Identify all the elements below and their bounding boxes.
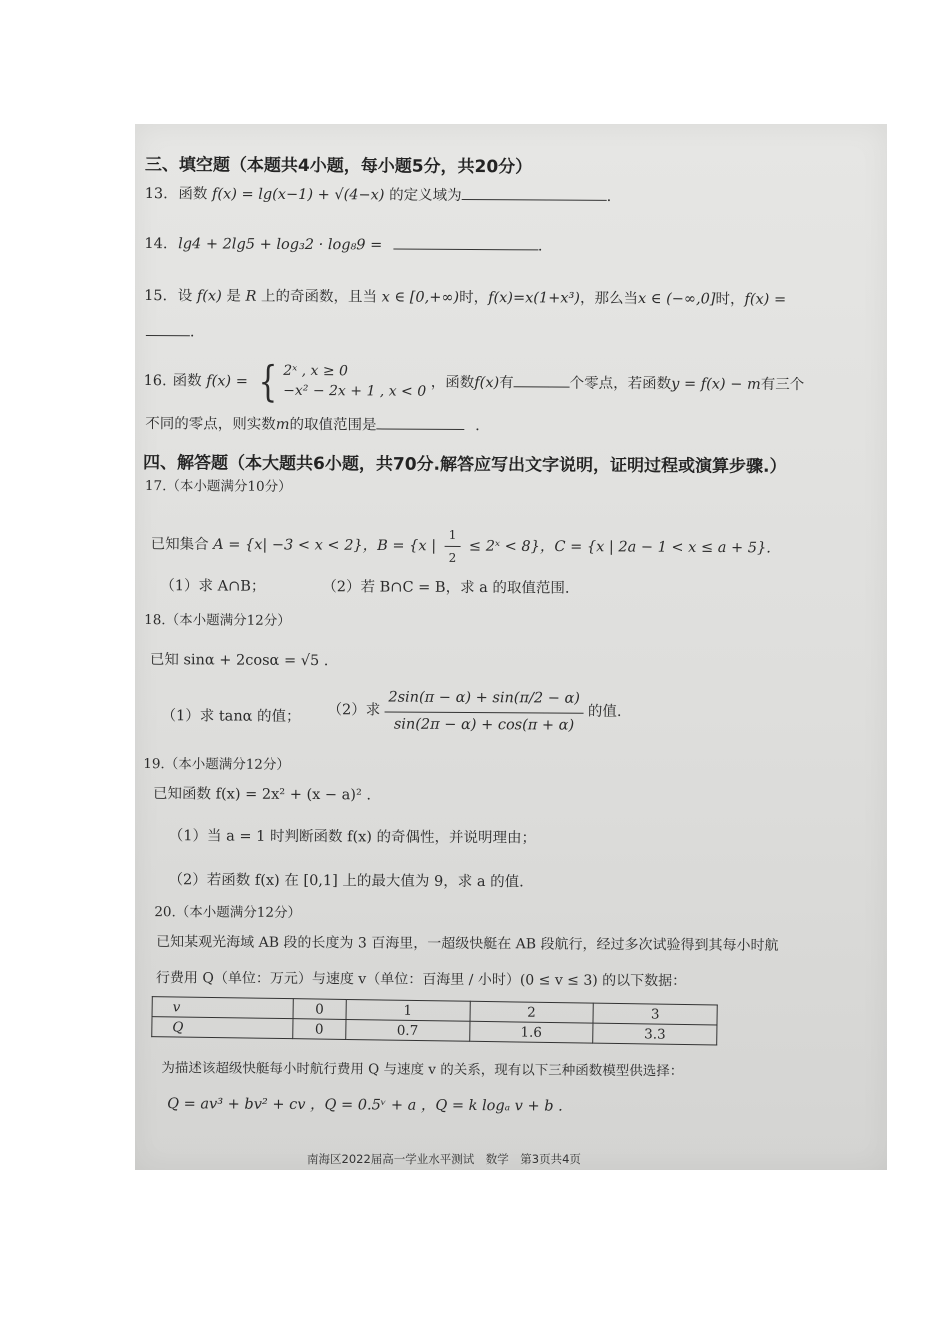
q15-f: f(x): [196, 288, 222, 305]
table-cell: 1.6: [469, 1021, 593, 1043]
q17-pre: 已知集合: [150, 536, 209, 553]
question-16: [143, 356, 805, 406]
q13-number: 13.: [144, 186, 168, 203]
q16-f2: f(x): [474, 375, 500, 392]
q18-denominator: sin(2π − α) + cos(π + α): [393, 716, 575, 734]
q16-blank1: [514, 385, 570, 387]
q15-mid2: 上的奇函数，且当: [260, 288, 378, 306]
section3-title: 三、填空题（本题共4小题，每小题5分，共20分）: [144, 155, 533, 178]
q15-ask: f(x) =: [744, 291, 787, 308]
question-13: [145, 184, 612, 209]
q18-part1: （1）求 tanα 的值；: [161, 708, 301, 725]
q17-given: [150, 524, 770, 569]
table-cell: 0.7: [345, 1019, 469, 1041]
q14-answer-blank: [393, 248, 538, 251]
q17-set-B-pre: ，B = {x |: [362, 537, 437, 555]
q14-number: 14.: [144, 236, 168, 253]
table-cell: 0: [293, 1019, 346, 1040]
q13-post: 的定义域为: [389, 187, 462, 204]
q20-data-table: [151, 996, 718, 1045]
q15-pre: 设: [177, 288, 193, 305]
q19-given: 已知函数 f(x) = 2x² + (x − a)² .: [153, 786, 372, 804]
q16-cases: [283, 362, 426, 402]
exam-photo: [135, 124, 887, 1170]
q19-header: 19.（本小题满分12分）: [143, 756, 290, 773]
q16-pre: 函数: [172, 373, 202, 390]
q17-part1: （1）求 A∩B；: [160, 578, 266, 595]
q15-mid1: 是: [226, 288, 241, 305]
q20-line2: 行费用 Q（单位：万元）与速度 v（单位：百海里 / 小时）(0 ≤ v ≤ 3) 的以下数据：: [155, 970, 687, 990]
q17-set-B-post: ≤ 2ˣ < 8}: [468, 538, 540, 555]
q16-number: 16.: [143, 373, 167, 390]
q15-answer-blank: [146, 334, 190, 336]
q16-mid3: 个零点，若函数: [569, 375, 672, 393]
q17-fraction-num: 1: [445, 526, 461, 547]
q15-range2: x ∈ (−∞,0]: [637, 291, 716, 308]
q17-fraction-den: 2: [448, 550, 457, 565]
q13-expression: f(x) = lg(x−1) + √(4−x): [211, 186, 385, 204]
q15-mid3: 时，: [459, 289, 489, 307]
page-footer: 南海区2022届高一学业水平测试 数学 第3页共4页: [307, 1152, 581, 1166]
q18-part2: [327, 687, 621, 737]
q18-numerator: 2sin(π − α) + sin(π/2 − α): [384, 687, 584, 713]
q15-expression: f(x)=x(1+x³): [488, 290, 581, 307]
q16-brace: {: [258, 356, 278, 406]
q15-range1: x ∈ [0,+∞): [381, 289, 460, 306]
q18-header: 18.（本小题满分12分）: [144, 612, 291, 629]
q19-part1: （1）当 a = 1 时判断函数 f(x) 的奇偶性，并说明理由；: [168, 828, 537, 847]
q16-g: y = f(x) − m: [671, 376, 761, 393]
q15-mid5: 时，: [715, 291, 745, 308]
table-cell: 2: [470, 1001, 594, 1023]
q16-line2b: 的取值范围是: [289, 416, 377, 434]
q16-end: .: [475, 418, 480, 435]
q16-mid1: ，函数: [430, 374, 475, 392]
q16-blank2: [377, 427, 465, 430]
section4-title: 四、解答题（本大题共6小题，共70分.解答应写出文字说明，证明过程或演算步骤.）: [143, 453, 787, 477]
q20-line1: 已知某观光海域 AB 段的长度为 3 百海里，一超级快艇在 AB 段航行，经过多次试验得到其每小时航: [156, 934, 779, 954]
table-cell: 3: [593, 1003, 717, 1025]
q20-models: Q = av³ + bv² + cv ，Q = 0.5ᵛ + a ，Q = k logₐ v + b .: [167, 1096, 563, 1115]
table-cell: 1: [346, 999, 470, 1021]
q16-line2: [145, 414, 480, 438]
q16-mid2: 有: [499, 375, 514, 392]
q15-mid4: ，那么当: [579, 290, 639, 308]
q14-expression: lg4 + 2lg5 + log₃2 · log₈9 =: [178, 236, 383, 254]
question-15: [144, 286, 786, 312]
q16-line2-text: 不同的零点，则实数: [145, 416, 276, 433]
q16-m: m: [275, 416, 290, 433]
q18-given: 已知 sinα + 2cosα = √5 .: [149, 652, 329, 670]
q13-pre: 函数: [178, 186, 208, 203]
q15-number: 15.: [144, 288, 168, 305]
q17-set-A: A = {x| −3 < x < 2}: [213, 536, 363, 554]
q14-end: .: [537, 238, 543, 255]
q15-end: .: [189, 324, 195, 341]
q15-line2: [146, 322, 195, 344]
q18-part2-pre: （2）求: [327, 702, 381, 719]
q16-piecewise: [252, 356, 427, 406]
q13-answer-blank: [462, 198, 607, 201]
q20-table-wrap: [152, 996, 718, 1043]
q17-fraction: [445, 526, 461, 567]
table-cell: v: [152, 997, 293, 1019]
q19-part2: （2）若函数 f(x) 在 [0,1] 上的最大值为 9，求 a 的值.: [168, 872, 524, 891]
table-cell: 3.3: [593, 1023, 717, 1045]
q20-header: 20.（本小题满分12分）: [154, 904, 302, 921]
q18-part2-post: 的值.: [587, 704, 622, 721]
q16-f: f(x) =: [206, 373, 248, 390]
question-14: [144, 234, 542, 258]
q20-line3: 为描述该超级快艇每小时航行费用 Q 与速度 v 的关系，现有以下三种函数模型供选择：: [161, 1060, 684, 1080]
q16-case1: 2ˣ , x ≥ 0: [283, 363, 349, 380]
q16-mid4: 有三个: [760, 376, 805, 394]
q16-case2: −x² − 2x + 1 , x < 0: [283, 382, 427, 400]
q17-part2: （2）若 B∩C = B，求 a 的取值范围.: [322, 579, 570, 597]
q13-end: .: [606, 188, 612, 205]
q18-fraction: [384, 687, 584, 737]
table-cell: Q: [152, 1017, 293, 1039]
table-cell: 0: [293, 999, 346, 1020]
q17-set-C: ，C = {x | 2a − 1 < x ≤ a + 5}.: [539, 538, 771, 557]
q15-R: R: [245, 288, 257, 305]
q17-header: 17.（本小题满分10分）: [144, 478, 292, 495]
